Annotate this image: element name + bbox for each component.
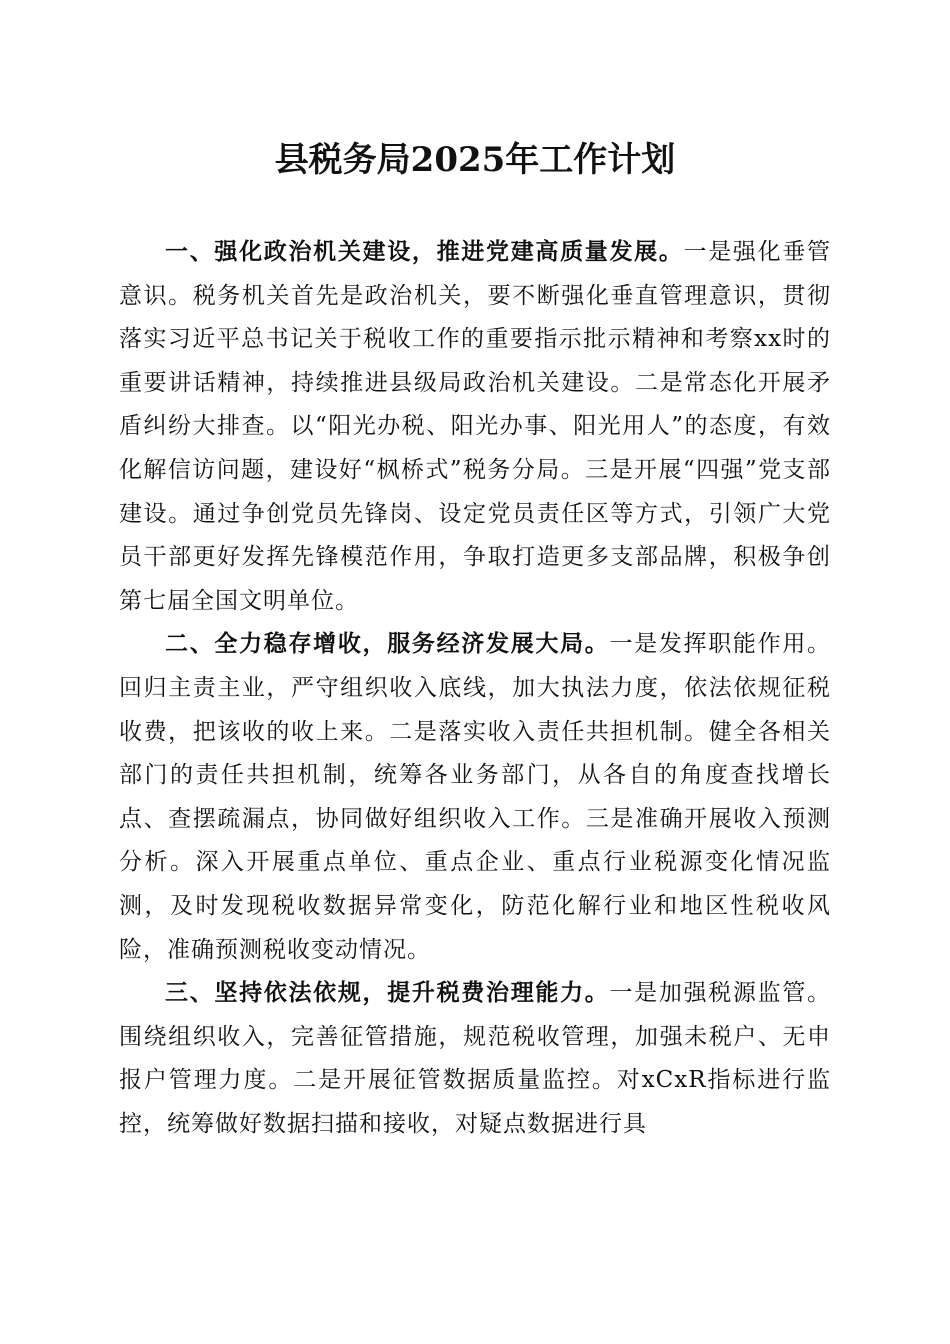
section-body-3: 一是加强税源监管。围绕组织收入，完善征管措施，规范税收管理，加强未税户、无申报户管理力度。二是开展征管数据质量监控。对xCxR指标进行监控，统筹做好数据扫描和接收，对疑点数据进行具 [119, 980, 832, 1137]
section-heading-1: 一、强化政治机关建设，推进党建高质量发展。 [165, 239, 684, 265]
document-title: 县税务局2025年工作计划 [274, 140, 676, 180]
section-body-1: 一是强化垂管意识。税务机关首先是政治机关，要不断强化垂直管理意识，贯彻落实习近平总书记关于税收工作的重要指示批示精神和考察xx时的重要讲话精神，持续推进县级局政治机关建设。二是常态化开展矛盾纠纷大排查。以“阳光办税、阳光办事、阳光用人”的态度，有效化解信访问题，建设好“枫桥式”税务分局。三是开展“四强”党支部建设。通过争创党员先锋岗、设定党员责任区等方式，引领广大党员干部更好发挥先锋模范作用，争取打造更多支部品牌，积极争创第七届全国文明单位。 [119, 239, 832, 614]
section-paragraph-3 [119, 972, 831, 1146]
section-paragraph-1 [119, 231, 831, 623]
section-heading-3: 三、坚持依法依规，提升税费治理能力。 [165, 980, 610, 1007]
section-heading-2: 二、全力稳存增收，服务经济发展大局。 [165, 631, 610, 658]
section-body-2: 一是发挥职能作用。回归主责主业，严守组织收入底线，加大执法力度，依法依规征税收费，把该收的收上来。二是落实收入责任共担机制。健全各相关部门的责任共担机制，统筹各业务部门，从各自的角度查找增长点、查摆疏漏点，协同做好组织收入工作。三是准确开展收入预测分析。深入开展重点单位、重点企业、重点行业税源变化情况监测，及时发现税收数据异常变化，防范化解行业和地区性税收风险，准确预测税收变动情况。 [119, 631, 832, 963]
document-body [119, 231, 831, 1146]
section-paragraph-2 [119, 623, 831, 972]
